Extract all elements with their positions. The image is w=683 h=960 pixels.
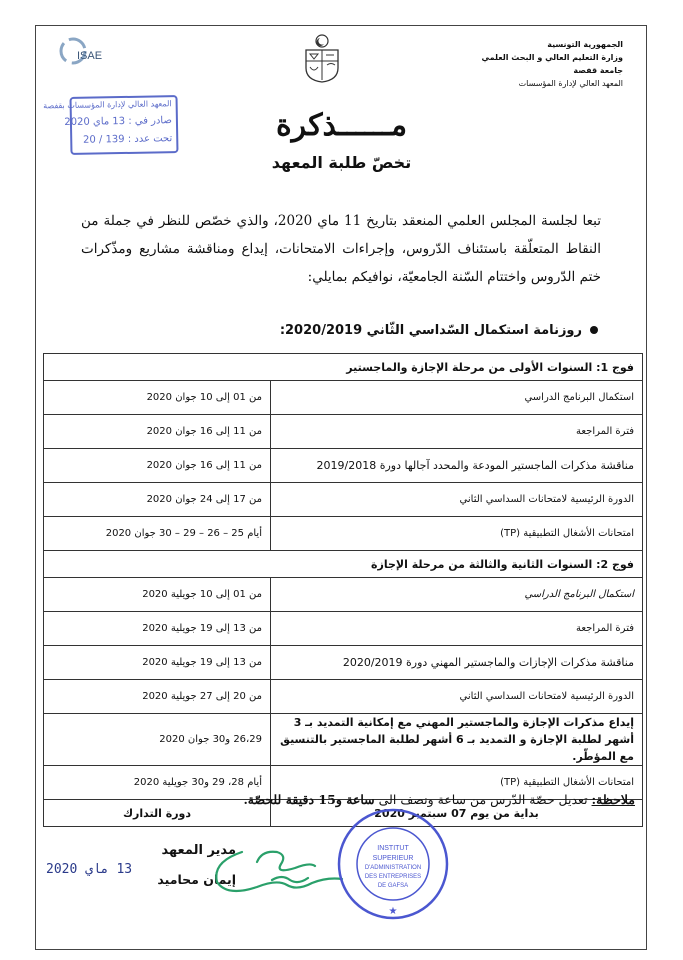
svg-text:INSTITUT: INSTITUT <box>377 845 409 852</box>
header-line-1: الجمهورية التونسية <box>547 40 623 49</box>
table-row <box>44 578 643 612</box>
tunisia-emblem <box>300 34 344 84</box>
table-row <box>44 680 643 714</box>
page-subtitle: تخصّ طلبة المعهد <box>271 153 412 172</box>
dates-cell: من 13 إلى 19 جويلية 2020 <box>44 612 271 646</box>
director-title: مدير المعهد <box>161 843 236 858</box>
activity-cell: إيداع مذكرات الإجازة والماجستير المهني مع إمكانية التمديد بـ 3 أشهر لطلبة الإجازة و التمديد بـ 6 أشهر لطلبة الماجستير بالتنسيق مع المؤطّر. <box>271 714 643 766</box>
section-heading <box>280 323 598 338</box>
table-row <box>44 517 643 551</box>
svg-text:DE GAFSA: DE GAFSA <box>377 883 409 889</box>
group-header-row <box>44 354 643 381</box>
dates-cell: أيام 25 – 26 – 29 – 30 جوان 2020 <box>44 517 271 551</box>
makeup-value: بداية من يوم 07 سبتمبر 2020 <box>271 800 643 827</box>
ministry-header <box>473 38 623 90</box>
schedule-table <box>43 353 643 827</box>
svg-text:★: ★ <box>388 906 398 917</box>
section-heading-text: روزنامة استكمال السّداسي الثّاني 2020/2019: <box>279 323 582 338</box>
table-row <box>44 381 643 415</box>
handwritten-date: 13 ماي 2020 <box>46 862 133 877</box>
note-label: ملاحظة: <box>591 792 635 807</box>
activity-cell: مناقشة مذكرات الماجستير المودعة والمحدد آجالها دورة 2019/2018 <box>271 449 643 483</box>
dates-cell: من 20 إلى 27 جويلية 2020 <box>44 680 271 714</box>
activity-cell: امتحانات الأشغال التطبيقية (TP) <box>271 766 643 800</box>
header-line-4: المعهد العالي لإدارة المؤسسات <box>518 79 623 88</box>
header-line-3: جامعة قفصة <box>573 66 623 75</box>
svg-text:SUPERIEUR: SUPERIEUR <box>372 855 414 862</box>
dates-cell: من 01 إلى 10 جوان 2020 <box>44 381 271 415</box>
svg-text:D'ADMINISTRATION: D'ADMINISTRATION <box>364 865 422 871</box>
dates-cell: من 01 إلى 10 جويلية 2020 <box>44 578 271 612</box>
makeup-label: دورة التدارك <box>44 800 271 827</box>
table-row <box>44 612 643 646</box>
bullet-icon <box>590 326 598 334</box>
table-row <box>44 449 643 483</box>
header-line-2: وزارة التعليم العالي و البحث العلمي <box>481 53 623 62</box>
dates-cell: من 13 إلى 19 جويلية 2020 <box>44 646 271 680</box>
stamp-number: تحت عدد : 139 / 20 <box>82 133 173 146</box>
dates-cell: 26،29 و30 جوان 2020 <box>44 714 271 766</box>
dates-cell: من 17 إلى 24 جوان 2020 <box>44 483 271 517</box>
director-name: إيمان محاميد <box>157 872 236 887</box>
activity-cell: الدورة الرئيسية لامتحانات السداسي الثاني <box>271 483 643 517</box>
activity-cell: الدورة الرئيسية لامتحانات السداسي الثاني <box>271 680 643 714</box>
table-row <box>44 714 643 766</box>
handwritten-signature <box>202 842 352 902</box>
note-text-bold: ساعة و15 دقيقة للحصّة. <box>243 792 375 807</box>
stamp-institution: المعهد العالي لإدارة المؤسسات بقفصة <box>43 99 172 111</box>
intro-paragraph: تبعا لجلسة المجلس العلمي المنعقد بتاريخ 11 ماي 2020، والذي خصّص للنظر في جملة من النقاط المتعلّقة باستئناف الدّروس، وإجراءات الامتحانات، إيداع ومناقشة مشاريع ومذّكرات ختم الدّروس واختتام السّنة الجامعيّة، نوافيكم بمايلي: <box>81 213 601 285</box>
logo-text: ISAE <box>77 50 103 62</box>
note-text: تعديل حصّة الدّرس من ساعة ونصف الى <box>378 792 588 807</box>
table-row <box>44 483 643 517</box>
activity-cell: مناقشة مذكرات الإجازات والماجستير المهني دورة 2020/2019 <box>271 646 643 680</box>
table-row <box>44 415 643 449</box>
group2-title: فوج 2: السنوات الثانية والثالثة من مرحلة الإجازة <box>44 551 643 578</box>
dates-cell: أيام 28، 29 و30 جويلية 2020 <box>44 766 271 800</box>
stamp-date: صادر في : 13 ماي 2020 <box>64 115 173 129</box>
group1-title: فوج 1: السنوات الأولى من مرحلة الإجازة والماجستير <box>44 354 643 381</box>
isae-logo <box>57 37 103 73</box>
dates-cell: من 11 إلى 16 جوان 2020 <box>44 449 271 483</box>
activity-cell: امتحانات الأشغال التطبيقية (TP) <box>271 517 643 551</box>
dates-cell: من 11 إلى 16 جوان 2020 <box>44 415 271 449</box>
official-round-stamp <box>335 806 451 922</box>
activity-cell: استكمال البرنامج الدراسي <box>271 381 643 415</box>
page-title: مــــــذكرة <box>275 108 408 143</box>
activity-cell: فترة المراجعة <box>271 612 643 646</box>
activity-cell: فترة المراجعة <box>271 415 643 449</box>
svg-text:DES ENTREPRISES: DES ENTREPRISES <box>364 874 422 880</box>
group-header-row <box>44 551 643 578</box>
note <box>243 792 635 807</box>
table-row <box>44 646 643 680</box>
activity-cell: استكمال البرنامج الدراسي <box>271 578 643 612</box>
